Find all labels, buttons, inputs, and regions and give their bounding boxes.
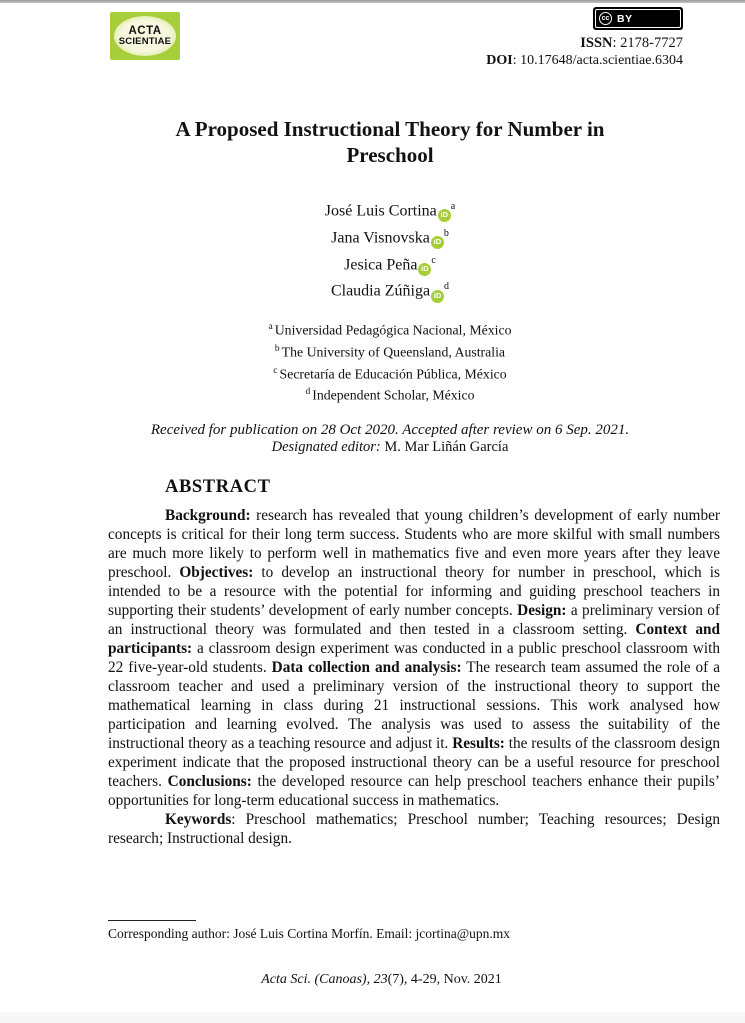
author-line [108, 196, 672, 223]
logo-text-scientiae: SCIENTIAE [118, 36, 172, 48]
author-affiliation-sup: a [450, 201, 456, 212]
author-name: Claudia Zúñiga [330, 282, 431, 300]
affiliation-sup: b [274, 343, 280, 354]
article-content [108, 0, 720, 848]
affiliation-text: Secretaría de Educación Pública, México [279, 366, 507, 382]
title-wrap [108, 116, 672, 168]
keywords-text: : Preschool mathematics; Preschool number; Teaching resources; Design research; Instructional design. [108, 810, 720, 847]
affiliation-sup: a [268, 322, 273, 333]
author-line [108, 250, 672, 277]
keywords-label: Keywords [165, 810, 232, 828]
affiliation-sup: c [273, 365, 278, 376]
journal-citation: Acta Sci. (Canoas), 23(7), 4-29, Nov. 2021 [261, 972, 502, 987]
author-affiliation-sup: b [443, 227, 449, 239]
author-affiliation-sup: c [431, 254, 436, 266]
doi-label: DOI [486, 53, 513, 68]
dates-block [108, 421, 672, 456]
logo-text-acta: ACTA [128, 24, 162, 37]
authors-list [108, 196, 672, 303]
author-line [108, 276, 672, 303]
orcid-icon: iD [418, 263, 431, 276]
author-name: José Luis Cortina [324, 202, 437, 220]
affiliation-line [108, 383, 672, 405]
affiliations-list [108, 318, 672, 404]
corresponding-author-line: Corresponding author: José Luis Cortina Morfín. Email: jcortina@upn.mx [108, 926, 511, 941]
footnote-rule [108, 920, 196, 921]
affiliation-text: The University of Queensland, Australia [281, 344, 506, 360]
editor-label: Designated editor: [271, 438, 381, 455]
orcid-icon: iD [438, 209, 451, 222]
editor-name: M. Mar Liñán García [380, 438, 509, 455]
issn-value: : 2178-7727 [612, 35, 683, 51]
cc-by-label: BY [617, 12, 633, 25]
article-title: A Proposed Instructional Theory for Number in Preschool [175, 117, 605, 167]
orcid-icon: iD [431, 236, 444, 249]
doi-value: : 10.17648/acta.scientiae.6304 [512, 53, 683, 68]
author-affiliation-sup: d [444, 281, 450, 293]
keywords-paragraph [108, 810, 720, 848]
affiliation-line [108, 318, 672, 340]
author-name: Jana Visnovska [331, 229, 430, 247]
issn-label: ISSN [580, 35, 613, 51]
received-line: Received for publication on 28 Oct 2020. Accepted after review on 6 Sep. 2021. [150, 421, 630, 438]
affiliation-text: Universidad Pedagógica Nacional, México [274, 322, 512, 338]
editor-line [108, 439, 672, 456]
abstract-paragraph: Background: research has revealed that young children’s development of early number concepts is critical for their long term success. Students who are more skilful with small numbers are much more likely to perform well in mathematics five and even more years after they leave preschool. Objectives: to develop an instructional theory for number in preschool, which is intended to be a resource with the potential for informing and guiding preschool teachers in supporting their students’ development of early number concepts. Design: a preliminary version of an instructional theory was formulated and then tested in a classroom setting. Context and participants: a classroom design experiment was conducted in a public preschool classroom with 22 five-year-old students. Data collection and analysis: The research team assumed the role of a classroom teacher and used a preliminary version of the instructional theory to support the mathematical learning in class during 21 instructional sessions. This work analysed how participation and learning evolved. The analysis was used to assess the suitability of the instructional theory as a teaching resource and adjust it. Results: the results of the classroom design experiment indicate that the proposed instructional theory can be a useful resource for preschool teachers. Conclusions: the developed resource can help preschool teachers enhance their pupils’ opportunities for long-term educational success in mathematics. [108, 506, 720, 809]
orcid-icon: iD [431, 290, 444, 303]
affiliation-line [108, 362, 672, 384]
cc-icon: cc [599, 12, 612, 25]
author-line [108, 223, 672, 250]
affiliation-text: Independent Scholar, México [312, 387, 475, 403]
affiliation-sup: d [305, 387, 311, 398]
footnote-block [108, 920, 510, 942]
author-name: Jesica Peña [344, 255, 418, 273]
bottom-gray-strip [0, 1012, 745, 1023]
abstract-heading: ABSTRACT [165, 476, 271, 497]
affiliation-line [108, 340, 672, 362]
